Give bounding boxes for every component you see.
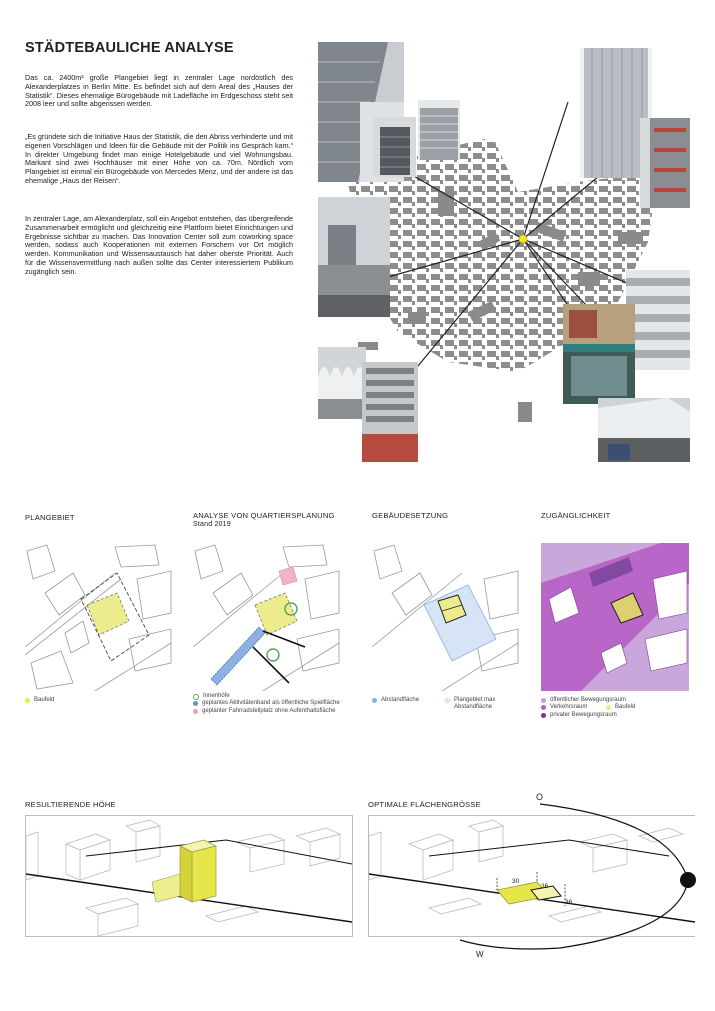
legend-quartier: [193, 693, 343, 715]
legend-dot-yellow: [606, 705, 611, 710]
photo-office-block: [374, 117, 416, 177]
photo-street-view: [318, 197, 390, 317]
page-title: STÄDTEBAULICHE ANALYSE: [25, 40, 234, 56]
panel-subtitle-quartier: Stand 2019: [193, 521, 231, 528]
legend-label: privater Bewegungsraum: [550, 711, 617, 718]
bottom-title-flaeche: OPTIMALE FLÄCHENGRÖSSE: [368, 800, 481, 809]
legend-label: Baufeld: [34, 697, 55, 703]
legend-label: Verkehrsraum: [550, 704, 588, 711]
legend-dot-darkpurple: [541, 713, 546, 718]
panel-title-quartier: ANALYSE VON QUARTIERSPLANUNG: [193, 511, 335, 520]
intro-paragraph-2: „Es gründete sich die Initiative Haus der Statistik, die den Abriss verhinderte und mit eigenen Vorschlägen und Ideen für die Gebäude mit der Politik ins Gespräch kam.“ In direkter Umgebung findet man einige Hotelgebäude und viel Wohnungsbau. Markant sind zwei Hochhäuser mit einer Höhe von ca. 70m. Nördlich vom Plangebiet ist einmal ein Bürogebäude von Mercedes Menz, und der andere ist das ehemalige „Haus der Reisen“.: [25, 132, 293, 185]
legend-label: Innenhöfe: [203, 693, 230, 699]
legend-zugang: [541, 697, 691, 719]
legend-plangebiet: [25, 697, 175, 704]
panel-title-gebaeude: GEBÄUDESETZUNG: [372, 511, 449, 520]
quartier-map: [193, 543, 341, 691]
panel-title-plangebiet: PLANGEBIET: [25, 513, 75, 522]
legend-dot-blue: [193, 701, 198, 706]
plangebiet-map: [25, 543, 173, 691]
legend-label: geplanter Fahrradstellplatz ohne Aufenthaltsfläche: [202, 707, 336, 714]
site-marker: [519, 235, 527, 243]
legend-dot-purple: [541, 705, 546, 710]
photo-slab-block: [362, 362, 418, 462]
legend-dot-lilac: [541, 698, 546, 703]
legend-dot-yellow: [25, 698, 30, 703]
photo-balcony-block: [626, 270, 690, 370]
photo-shopfront: [563, 304, 635, 404]
legend-dot-pink: [193, 709, 198, 714]
legend-label: Baufeld: [615, 704, 636, 711]
legend-label: Plangebiet max Abstandfläche: [454, 697, 496, 711]
dimension-36-b: 36: [565, 899, 573, 906]
dimension-36-a: 36: [541, 883, 549, 890]
photo-wave-roof: [318, 347, 366, 419]
legend-gebaeude: [372, 697, 522, 712]
legend-dot-lightblue: [444, 697, 451, 704]
photo-entrance: [598, 398, 690, 462]
sun-label-west: W: [476, 950, 484, 959]
dimension-30: 30: [512, 878, 520, 885]
photo-office-grid: [418, 100, 460, 160]
sun-label-east: O: [536, 792, 544, 802]
bottom-title-hoehe: RESULTIERENDE HÖHE: [25, 800, 116, 809]
photo-tower-red: [640, 118, 690, 208]
intro-paragraph-3: In zentraler Lage, am Alexanderplatz, soll ein Angebot entstehen, das übergreifende Zusammenarbeit ermöglicht und gleichzeitig eine Plattform bietet Einrichtungen und Ergebnisse sichtbar zu machen. Das Innovation Center soll zum coworking space werden, sodass auch Kooperationen mit externen Forschern vor Ort möglich werden. Kommunikation und Wissensaustausch hat daher oberste Priorität. Auch für die Wissensvermittlung nach außen sollte das Center interessiertem Publikum zugänglich sein.: [25, 214, 293, 276]
legend-dot-blue: [372, 698, 377, 703]
zugang-map: [541, 543, 689, 691]
gebaeude-map: [372, 543, 520, 691]
panel-title-zugang: ZUGÄNGLICHKEIT: [541, 511, 611, 520]
intro-paragraph-1: Das ca. 2400m² große Plangebiet liegt in zentraler Lage nordöstlich des Alexanderplatzes in Berlin Mitte. Es befindet sich auf dem Areal des „Hauses der Statistik“. Dieses ehemalige Bürogebäude mit Ladefläche im Erdgeschoss steht seit 2008 leer und sollte abgerissen werden.: [25, 73, 293, 109]
flaeche-isometric: [368, 815, 695, 937]
hoehe-isometric: [25, 815, 353, 937]
legend-label: Abstandfläche: [381, 697, 420, 703]
legend-label: öffentlicher Bewegungsraum: [550, 697, 626, 703]
legend-dot-green: [193, 694, 199, 700]
legend-label: geplantes Aktivitätenband als öffentliche Spielfläche: [202, 700, 340, 707]
site-map-collage: [318, 42, 690, 462]
